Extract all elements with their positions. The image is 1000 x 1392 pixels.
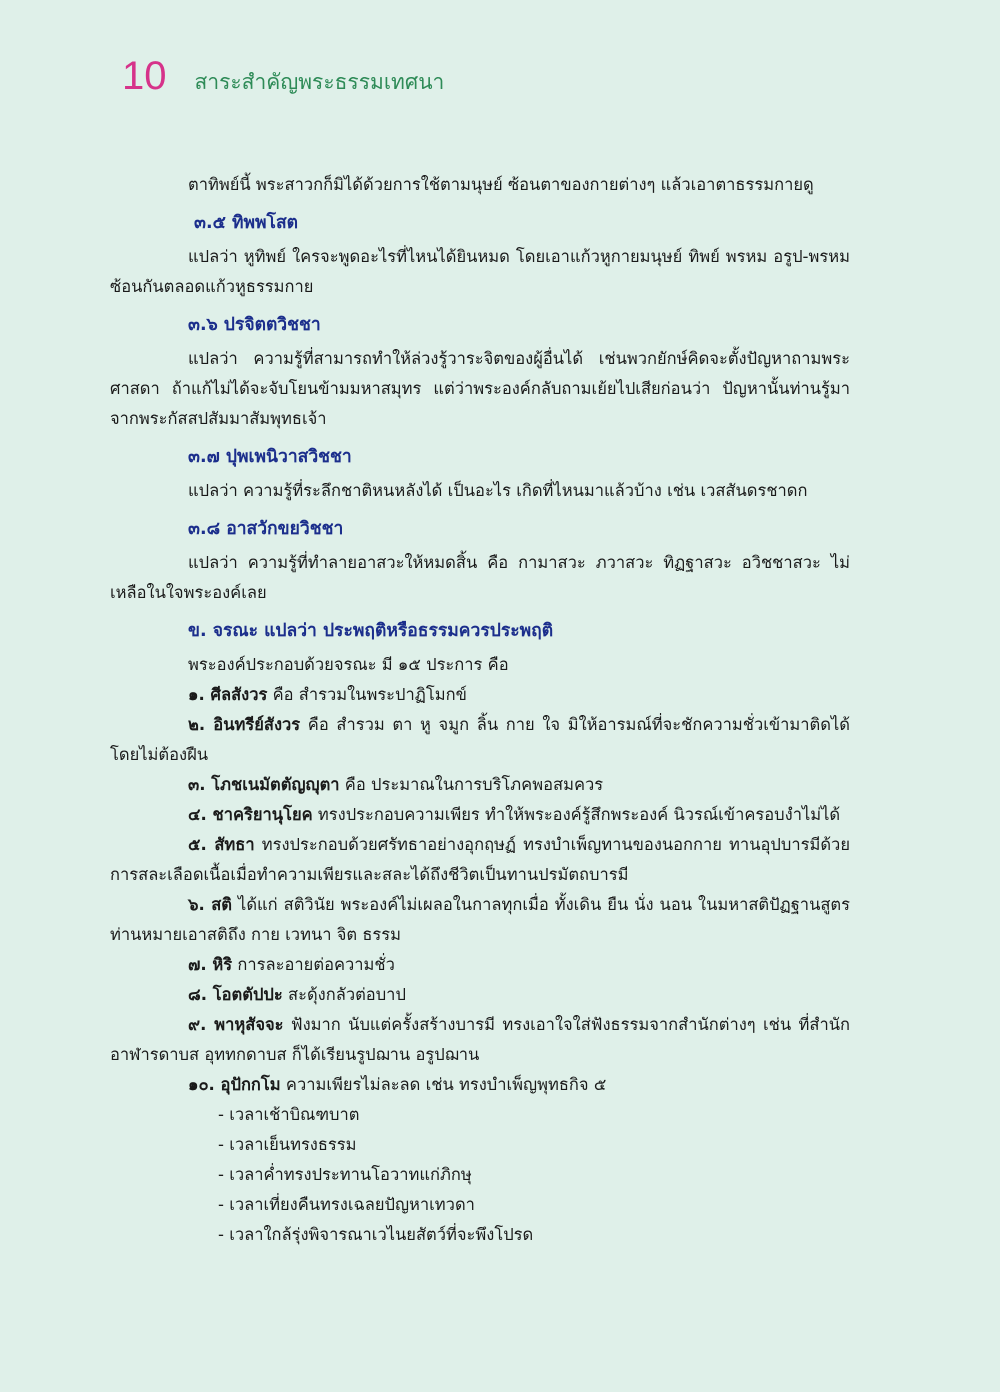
list-item — [110, 950, 850, 980]
item-term: ๙. พาหุสัจจะ — [188, 1015, 284, 1034]
item-desc: คือ สำรวม ตา หู จมูก ลิ้น กาย ใจ มิให้อารมณ์ที่จะชักความชั่วเข้ามาติดได้โดยไม่ต้องฝืน — [110, 715, 850, 764]
bullet-item: - เวลาเช้าบิณฑบาต — [218, 1105, 360, 1124]
item-desc: คือ ประมาณในการบริโภคพอสมควร — [339, 775, 604, 794]
section-heading-3-6: ๓.๖ ปรจิตตวิชชา — [188, 315, 321, 335]
page-header — [122, 56, 444, 99]
paragraph: พระองค์ประกอบด้วยจรณะ มี ๑๕ ประการ คือ — [188, 655, 509, 674]
item-term: ๖. สติ — [188, 895, 233, 914]
section-heading-charana: ข. จรณะ แปลว่า ประพฤติหรือธรรมควรประพฤติ — [188, 621, 554, 641]
paragraph: แปลว่า ความรู้ที่ระลึกชาติหนหลังได้ เป็นอะไร เกิดที่ไหนมาแล้วบ้าง เช่น เวสสันดรชาดก — [188, 481, 808, 500]
item-desc: ทรงประกอบด้วยศรัทธาอย่างอุกฤษฏ์ ทรงบำเพ็ญทานของนอกกาย ทานอุปบารมีด้วยการสละเลือดเนื้อเมื่อทำความเพียรและสละได้ถึงชีวิตเป็นทานปรมัตถบารมี — [110, 835, 850, 884]
item-term: ๗. หิริ — [188, 955, 233, 974]
item-desc: การละอายต่อความชั่ว — [232, 955, 395, 974]
item-desc: ฟังมาก นับแต่ครั้งสร้างบารมี ทรงเอาใจใส่ฟังธรรมจากสำนักต่างๆ เช่น ที่สำนักอาฬารดาบส อุททกดาบส ก็ได้เรียนรูปฌาน อรูปฌาน — [110, 1015, 850, 1064]
paragraph: แปลว่า ความรู้ที่ทำลายอาสวะให้หมดสิ้น คือ กามาสวะ ภวาสวะ ทิฏฐาสวะ อวิชชาสวะ ไม่เหลือในใจพระองค์เลย — [110, 553, 850, 602]
list-item — [110, 710, 850, 770]
item-desc: สะดุ้งกลัวต่อบาป — [282, 985, 406, 1004]
item-term: ๑. ศีลสังวร — [188, 685, 268, 704]
section-heading-3-8: ๓.๘ อาสวักขยวิชชา — [188, 519, 344, 539]
item-term: ๘. โอตตัปปะ — [188, 985, 283, 1004]
section-heading-3-5: ๓.๕ ทิพพโสต — [194, 213, 299, 233]
list-item — [110, 830, 850, 890]
list-item — [110, 980, 850, 1010]
item-desc: ทรงประกอบความเพียร ทำให้พระองค์รู้สึกพระองค์ นิวรณ์เข้าครอบงำไม่ได้ — [312, 805, 841, 824]
bullet-item: - เวลาค่ำทรงประทานโอวาทแก่ภิกษุ — [218, 1165, 472, 1184]
item-term: ๒. อินทรีย์สังวร — [188, 715, 301, 734]
paragraph: ตาทิพย์นี้ พระสาวกก็มิได้ด้วยการใช้ตามนุษย์ ซ้อนตาของกายต่างๆ แล้วเอาตาธรรมกายดู — [188, 175, 814, 194]
page-body — [110, 170, 850, 1250]
item-term: ๕. สัทธา — [188, 835, 255, 854]
paragraph: แปลว่า หูทิพย์ ใครจะพูดอะไรที่ไหนได้ยินหมด โดยเอาแก้วหูกายมนุษย์ ทิพย์ พรหม อรูป-พรหม ซ้อนกันตลอดแก้วหูธรรมกาย — [110, 247, 850, 296]
item-desc: ความเพียรไม่ละลด เช่น ทรงบำเพ็ญพุทธกิจ ๕ — [280, 1075, 607, 1094]
bullet-item: - เวลาเที่ยงคืนทรงเฉลยปัญหาเทวดา — [218, 1195, 475, 1214]
list-item — [110, 680, 850, 710]
list-item — [110, 800, 850, 830]
list-item — [110, 1010, 850, 1070]
paragraph: แปลว่า ความรู้ที่สามารถทำให้ล่วงรู้วาระจิตของผู้อื่นได้ เช่นพวกยักษ์คิดจะตั้งปัญหาถามพระศาสดา ถ้าแก้ไม่ได้จะจับโยนข้ามมหาสมุทร แต่ว่าพระองค์กลับถามเย้ยไปเสียก่อนว่า ปัญหานั้นท่านรู้มาจากพระกัสสปสัมมาสัมพุทธเจ้า — [110, 349, 850, 428]
list-item — [110, 1070, 850, 1100]
item-term: ๑๐. อุปักกโม — [188, 1075, 281, 1094]
item-desc: คือ สำรวมในพระปาฏิโมกข์ — [267, 685, 467, 704]
section-heading-3-7: ๓.๗ ปุพเพนิวาสวิชชา — [188, 447, 352, 467]
item-term: ๔. ชาคริยานุโยค — [188, 805, 313, 824]
item-term: ๓. โภชเนมัตตัญญุตา — [188, 775, 340, 794]
bullet-item: - เวลาเย็นทรงธรรม — [218, 1135, 357, 1154]
list-item — [110, 890, 850, 950]
list-item — [110, 770, 850, 800]
page-number: 10 — [122, 54, 167, 98]
item-desc: ได้แก่ สติวินัย พระองค์ไม่เผลอในกาลทุกเมื่อ ทั้งเดิน ยืน นั่ง นอน ในมหาสติปัฏฐานสูตร ท่านหมายเอาสติถึง กาย เวทนา จิต ธรรม — [110, 895, 850, 944]
book-title: สาระสำคัญพระธรรมเทศนา — [194, 70, 445, 94]
bullet-item: - เวลาใกล้รุ่งพิจารณาเวไนยสัตว์ที่จะพึงโปรด — [218, 1225, 534, 1244]
